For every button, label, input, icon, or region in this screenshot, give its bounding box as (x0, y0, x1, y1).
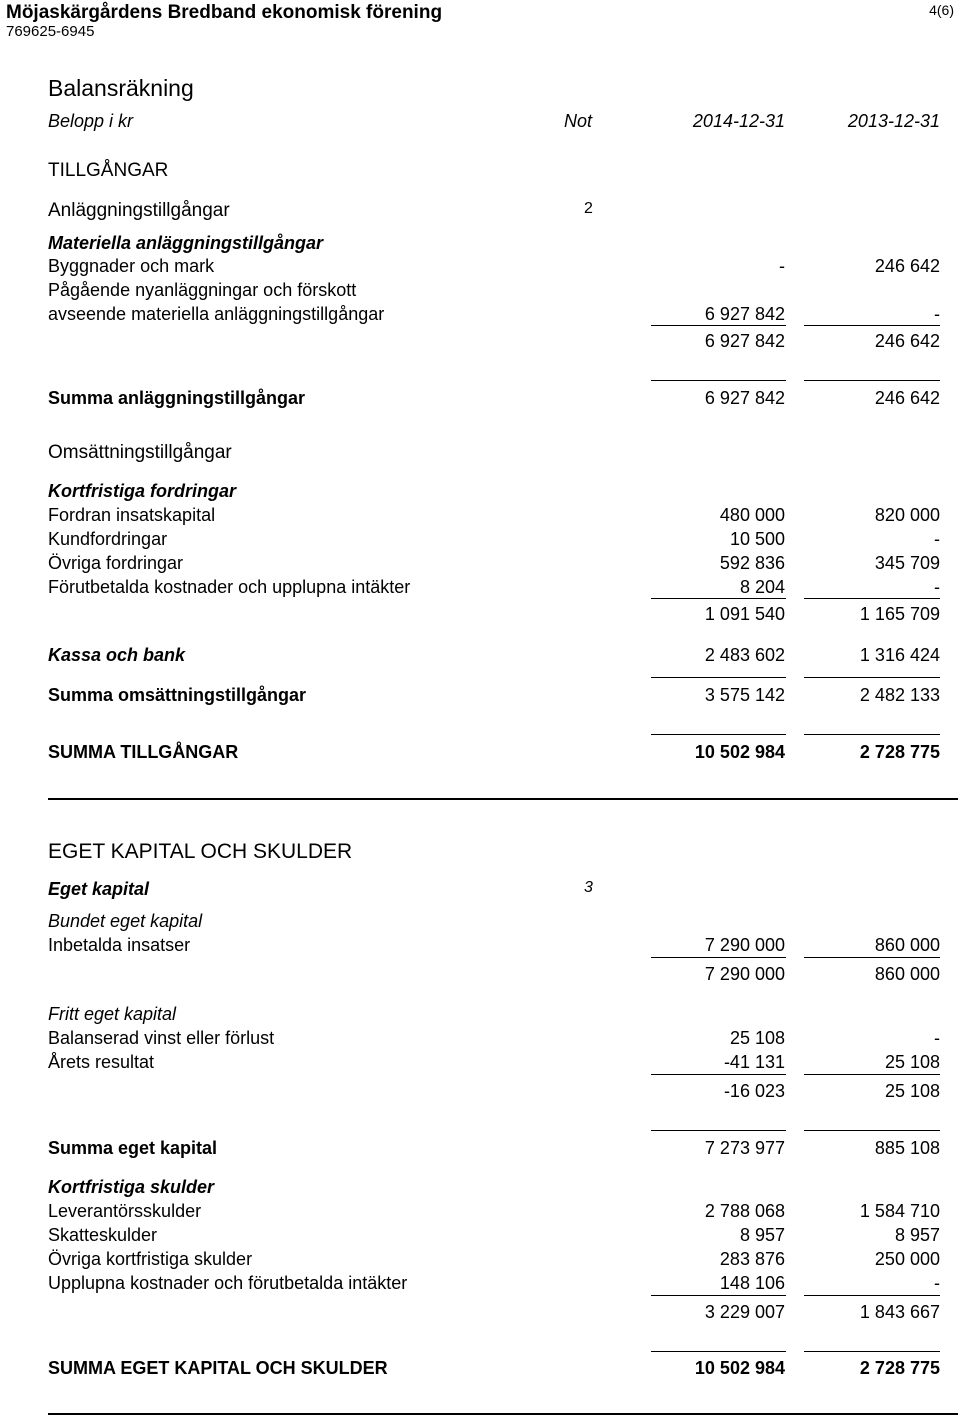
value-2014: 592 836 (719, 553, 785, 573)
value-2014: 2 483 602 (704, 645, 785, 665)
grand-total-2014: 10 502 984 (694, 742, 785, 762)
restricted-equity-heading: Bundet eget kapital (48, 911, 203, 931)
sum-line (651, 957, 786, 958)
row-label: Förutbetalda kostnader och upplupna intäkter (48, 577, 411, 597)
value-2013: 250 000 (874, 1249, 940, 1269)
row-label: Summa eget kapital (48, 1138, 218, 1158)
row-label: SUMMA EGET KAPITAL OCH SKULDER (48, 1358, 388, 1378)
sum-line (804, 1295, 940, 1296)
sum-line (651, 734, 786, 735)
value-2013: - (934, 1273, 940, 1293)
sum-line (651, 1074, 786, 1075)
column-header-2014: 2014-12-31 (692, 111, 785, 131)
value-2013: - (934, 577, 940, 597)
value-2014: 7 290 000 (704, 935, 785, 955)
sum-line (804, 325, 940, 326)
value-2013: 820 000 (874, 505, 940, 525)
value-2013: 8 957 (894, 1225, 940, 1245)
value-2014: 10 500 (729, 529, 785, 549)
sum-line (804, 734, 940, 735)
row-label: Balanserad vinst eller förlust (48, 1028, 275, 1048)
row-label: SUMMA TILLGÅNGAR (48, 742, 239, 762)
subtotal-2013: 1 165 709 (859, 604, 940, 624)
sum-line (651, 380, 786, 381)
value-2013: - (934, 529, 940, 549)
current-assets-heading: Omsättningstillgångar (48, 442, 232, 463)
value-2013: 345 709 (874, 553, 940, 573)
value-2014: 2 788 068 (704, 1201, 785, 1221)
total-2014: 7 273 977 (704, 1138, 785, 1158)
row-label: Övriga fordringar (48, 553, 184, 573)
row-label: Byggnader och mark (48, 256, 215, 276)
receivables-heading: Kortfristiga fordringar (48, 481, 237, 501)
row-label: Årets resultat (48, 1052, 155, 1072)
page-title: Balansräkning (48, 75, 194, 101)
subtotal-2014: 1 091 540 (704, 604, 785, 624)
sum-line (804, 1074, 940, 1075)
row-label: Pågående nyanläggningar och förskott (48, 280, 357, 300)
subtotal-2013: 246 642 (874, 331, 940, 351)
equity-note: 3 (584, 879, 593, 896)
equity-liabilities-heading: EGET KAPITAL OCH SKULDER (48, 840, 353, 863)
sum-line (804, 1351, 940, 1352)
row-label: Övriga kortfristiga skulder (48, 1249, 253, 1269)
value-2014: - (779, 256, 785, 276)
value-2014: 480 000 (719, 505, 785, 525)
fixed-assets-note: 2 (584, 200, 593, 217)
equity-heading: Eget kapital (48, 879, 150, 899)
row-label: Fordran insatskapital (48, 505, 216, 525)
value-2014: 148 106 (719, 1273, 785, 1293)
assets-heading: TILLGÅNGAR (48, 160, 169, 181)
column-header-note: Not (564, 111, 593, 131)
row-label: Leverantörsskulder (48, 1201, 202, 1221)
value-2014: 6 927 842 (704, 304, 785, 324)
total-2014: 6 927 842 (704, 388, 785, 408)
value-2014: -41 131 (723, 1052, 785, 1072)
row-label: Summa omsättningstillgångar (48, 685, 307, 705)
value-2013: 246 642 (874, 256, 940, 276)
column-header-label: Belopp i kr (48, 111, 134, 131)
subtotal-2014: 6 927 842 (704, 331, 785, 351)
row-label: Summa anläggningstillgångar (48, 388, 306, 408)
value-2013: 1 316 424 (859, 645, 940, 665)
value-2013: 860 000 (874, 935, 940, 955)
page-number: 4(6) (929, 2, 954, 18)
sum-line (804, 598, 940, 599)
grand-total-2014: 10 502 984 (694, 1358, 785, 1378)
sum-line (651, 1130, 786, 1131)
grand-total-2013: 2 728 775 (859, 1358, 940, 1378)
subtotal-2013: 1 843 667 (859, 1302, 940, 1322)
total-2013: 2 482 133 (859, 685, 940, 705)
sum-line (651, 598, 786, 599)
sum-line (651, 677, 786, 678)
sum-line (651, 1351, 786, 1352)
total-2013: 246 642 (874, 388, 940, 408)
grand-total-2013: 2 728 775 (859, 742, 940, 762)
subtotal-2013: 860 000 (874, 964, 940, 984)
fixed-assets-heading: Anläggningstillgångar (48, 200, 230, 221)
section-divider (48, 1413, 958, 1415)
organization-number: 769625-6945 (6, 23, 95, 40)
value-2013: 1 584 710 (859, 1201, 940, 1221)
sum-line (804, 677, 940, 678)
sum-line (651, 1295, 786, 1296)
subtotal-2014: 7 290 000 (704, 964, 785, 984)
organization-name: Möjaskärgårdens Bredband ekonomisk förening (6, 2, 443, 23)
sum-line (651, 325, 786, 326)
value-2013: - (934, 1028, 940, 1048)
section-divider (48, 798, 958, 800)
row-label: Inbetalda insatser (48, 935, 191, 955)
sum-line (804, 380, 940, 381)
subtotal-2014: -16 023 (723, 1081, 785, 1101)
short-term-liabilities-heading: Kortfristiga skulder (48, 1177, 215, 1197)
column-header-2013: 2013-12-31 (847, 111, 940, 131)
row-label: avseende materiella anläggningstillgångar (48, 304, 385, 324)
value-2014: 8 957 (739, 1225, 785, 1245)
subtotal-2014: 3 229 007 (704, 1302, 785, 1322)
value-2013: 25 108 (884, 1052, 940, 1072)
total-2014: 3 575 142 (704, 685, 785, 705)
row-label: Upplupna kostnader och förutbetalda intäkter (48, 1273, 408, 1293)
free-equity-heading: Fritt eget kapital (48, 1004, 177, 1024)
value-2014: 8 204 (739, 577, 785, 597)
cash-label: Kassa och bank (48, 645, 186, 665)
row-label: Skatteskulder (48, 1225, 158, 1245)
subtotal-2013: 25 108 (884, 1081, 940, 1101)
value-2014: 283 876 (719, 1249, 785, 1269)
value-2013: - (934, 304, 940, 324)
tangible-assets-heading: Materiella anläggningstillgångar (48, 233, 324, 253)
total-2013: 885 108 (874, 1138, 940, 1158)
sum-line (804, 1130, 940, 1131)
value-2014: 25 108 (729, 1028, 785, 1048)
sum-line (804, 957, 940, 958)
row-label: Kundfordringar (48, 529, 168, 549)
